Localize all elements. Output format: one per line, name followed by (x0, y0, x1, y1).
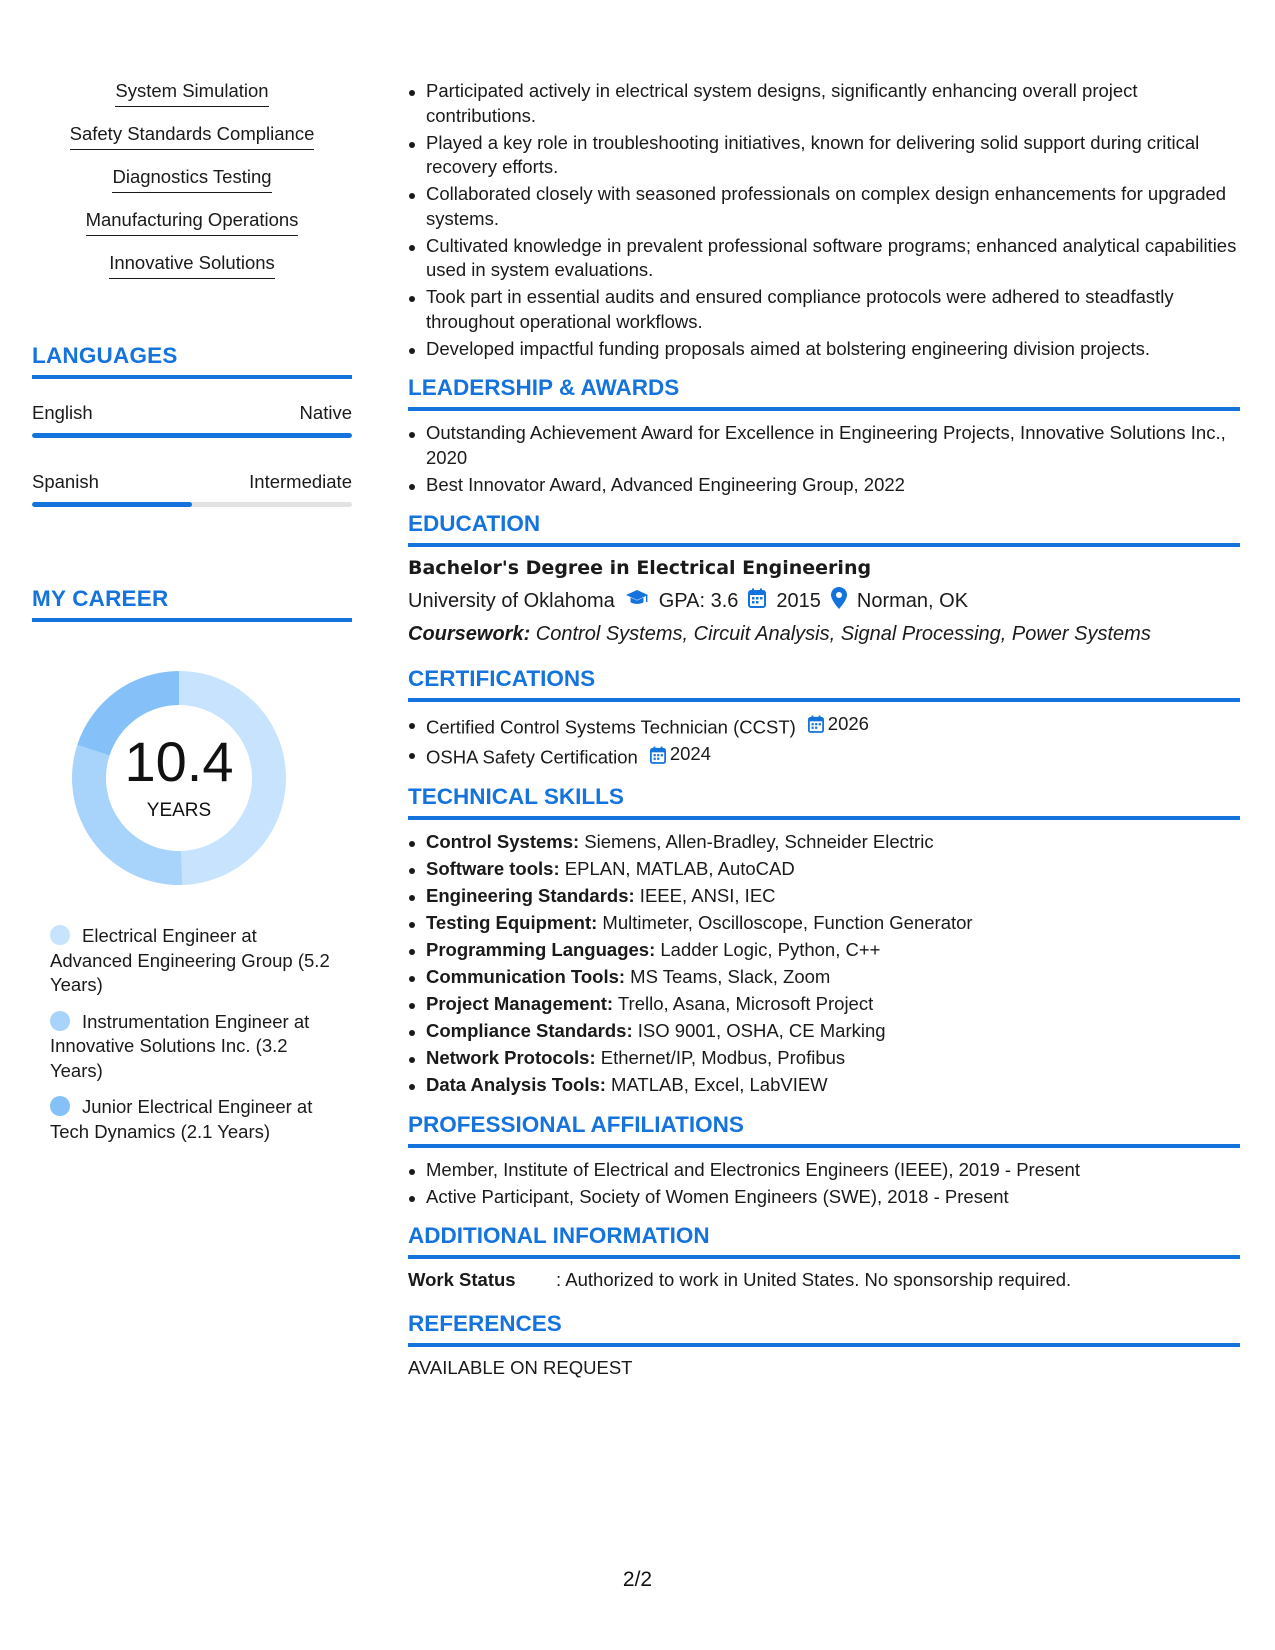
technical-skill-item (408, 884, 1240, 909)
technical-skill-value: IEEE, ANSI, IEC (634, 885, 776, 906)
technical-skill-label: Engineering Standards: (426, 885, 635, 906)
additional-info-value: : Authorized to work in United States. No sponsorship required. (556, 1269, 1072, 1290)
certifications-list (408, 712, 1240, 770)
additional-info-key: Work Status (408, 1269, 516, 1290)
experience-bullet: Collaborated closely with seasoned professionals on complex design enhancements for upgraded systems. (408, 182, 1240, 231)
education-year: 2015 (776, 589, 821, 612)
legend-dot-icon (50, 1011, 70, 1031)
technical-skill-label: Testing Equipment: (426, 912, 598, 933)
skill-label: Safety Standards Compliance (70, 123, 315, 150)
career-legend-text: Electrical Engineer at Advanced Engineering Group (5.2 Years) (50, 925, 330, 995)
location-pin-icon (831, 587, 847, 615)
education-title: EDUCATION (408, 511, 1240, 547)
technical-skill-value: Multimeter, Oscilloscope, Function Generator (597, 912, 973, 933)
education-degree: Bachelor's Degree in Electrical Engineering (408, 557, 872, 579)
technical-skill-item (408, 1046, 1240, 1071)
certification-year: 2024 (669, 743, 711, 765)
skill-item (32, 252, 352, 279)
experience-bullet: Developed impactful funding proposals aimed at bolstering engineering division projects. (408, 337, 1240, 362)
graduation-cap-icon (625, 589, 649, 613)
leadership-item: Best Innovator Award, Advanced Engineering Group, 2022 (408, 473, 1240, 498)
language-level: Native (299, 402, 352, 423)
affiliations-list (408, 1158, 1240, 1210)
calendar-icon (748, 588, 766, 614)
additional-info-row (408, 1269, 1240, 1291)
education-details (408, 587, 1240, 615)
page-number: 2/2 (622, 1568, 653, 1591)
technical-skill-item (408, 1073, 1240, 1098)
technical-skill-item (408, 992, 1240, 1017)
skills-list (32, 80, 352, 295)
affiliation-item: Member, Institute of Electrical and Electronics Engineers (IEEE), 2019 - Present (408, 1158, 1240, 1183)
certification-year: 2026 (827, 713, 869, 734)
technical-skills-title: TECHNICAL SKILLS (408, 784, 1240, 820)
skill-item (32, 123, 352, 150)
experience-bullet: Participated actively in electrical system designs, significantly enhancing overall project contributions. (408, 79, 1240, 128)
career-legend-item (50, 924, 330, 998)
certification-name: OSHA Safety Certification (426, 746, 638, 768)
legend-dot-icon (50, 1096, 70, 1116)
references-text: AVAILABLE ON REQUEST (408, 1357, 633, 1378)
certifications-title: CERTIFICATIONS (408, 666, 1240, 702)
education-location: Norman, OK (856, 589, 969, 612)
experience-bullet: Took part in essential audits and ensured compliance protocols were adhered to steadfastly throughout operational workflows. (408, 285, 1240, 334)
skill-label: System Simulation (115, 80, 268, 107)
technical-skill-item (408, 830, 1240, 855)
language-bar (32, 502, 352, 507)
leadership-item: Outstanding Achievement Award for Excellence in Engineering Projects, Innovative Solutions Inc., 2020 (408, 421, 1240, 470)
skill-label: Manufacturing Operations (86, 209, 299, 236)
technical-skill-label: Data Analysis Tools: (426, 1074, 606, 1095)
skill-item (32, 209, 352, 236)
technical-skill-item (408, 911, 1240, 936)
technical-skills-list (408, 830, 1240, 1098)
technical-skill-item (408, 965, 1240, 990)
certification-name: Certified Control Systems Technician (CCST) (426, 716, 796, 738)
leadership-list (408, 421, 1240, 497)
technical-skill-label: Programming Languages: (426, 939, 656, 960)
experience-bullets (408, 79, 1240, 361)
technical-skill-value: Ladder Logic, Python, C++ (655, 939, 881, 960)
career-unit: YEARS (146, 800, 212, 821)
languages-section (32, 343, 352, 379)
affiliations-title: PROFESSIONAL AFFILIATIONS (408, 1112, 1240, 1148)
coursework-value: Control Systems, Circuit Analysis, Signal Processing, Power Systems (530, 623, 1151, 645)
calendar-icon (808, 715, 824, 733)
main-column (408, 79, 1240, 1379)
skill-item (32, 166, 352, 193)
career-legend (50, 924, 330, 1156)
language-level: Intermediate (249, 471, 352, 492)
technical-skill-label: Communication Tools: (426, 966, 626, 987)
career-donut (66, 665, 292, 891)
language-item (32, 402, 352, 438)
technical-skill-value: Ethernet/IP, Modbus, Profibus (595, 1047, 846, 1068)
language-item (32, 471, 352, 507)
education-gpa: GPA: 3.6 (658, 589, 739, 612)
experience-bullet: Played a key role in troubleshooting initiatives, known for delivering solid support during critical recovery efforts. (408, 131, 1240, 180)
education-school: University of Oklahoma (408, 589, 615, 612)
technical-skill-label: Software tools: (426, 858, 560, 879)
career-legend-item (50, 1010, 330, 1084)
certification-date (796, 712, 869, 737)
language-row (32, 402, 352, 424)
skill-item (32, 80, 352, 107)
education-coursework (408, 623, 1240, 646)
additional-info-title: ADDITIONAL INFORMATION (408, 1223, 1240, 1259)
language-row (32, 471, 352, 493)
technical-skill-label: Project Management: (426, 993, 614, 1014)
leadership-title: LEADERSHIP & AWARDS (408, 375, 1240, 411)
language-name: English (32, 402, 93, 423)
language-bar-fill (32, 502, 192, 507)
technical-skill-label: Compliance Standards: (426, 1020, 633, 1041)
experience-bullet: Cultivated knowledge in prevalent professional software programs; enhanced analytical capabilities used in system evaluations. (408, 234, 1240, 283)
technical-skill-value: Trello, Asana, Microsoft Project (613, 993, 874, 1014)
languages-title: LANGUAGES (32, 343, 352, 379)
technical-skill-item (408, 938, 1240, 963)
references-title: REFERENCES (408, 1311, 1240, 1347)
language-name: Spanish (32, 471, 99, 492)
technical-skill-value: ISO 9001, OSHA, CE Marking (632, 1020, 886, 1041)
career-section (32, 586, 352, 622)
language-bar-fill (32, 433, 352, 438)
career-donut-center (66, 665, 292, 891)
skill-label: Innovative Solutions (109, 252, 275, 279)
certification-item (408, 712, 1240, 740)
technical-skill-item (408, 857, 1240, 882)
calendar-icon (650, 746, 666, 764)
technical-skill-value: Siemens, Allen-Bradley, Schneider Electric (579, 831, 934, 852)
technical-skill-value: MATLAB, Excel, LabVIEW (605, 1074, 828, 1095)
legend-dot-icon (50, 925, 70, 945)
career-legend-item (50, 1095, 330, 1144)
coursework-label: Coursework: (408, 623, 531, 645)
career-total: 10.4 (124, 730, 234, 793)
certification-date (638, 742, 711, 767)
technical-skill-label: Control Systems: (426, 831, 580, 852)
technical-skill-item (408, 1019, 1240, 1044)
career-legend-text: Instrumentation Engineer at Innovative Solutions Inc. (3.2 Years) (50, 1010, 310, 1081)
affiliation-item: Active Participant, Society of Women Engineers (SWE), 2018 - Present (408, 1185, 1240, 1210)
career-legend-text: Junior Electrical Engineer at Tech Dynamics (2.1 Years) (50, 1096, 313, 1142)
technical-skill-label: Network Protocols: (426, 1047, 596, 1068)
language-bar (32, 433, 352, 438)
career-title: MY CAREER (32, 586, 352, 622)
certification-item (408, 742, 1240, 770)
technical-skill-value: MS Teams, Slack, Zoom (625, 966, 831, 987)
technical-skill-value: EPLAN, MATLAB, AutoCAD (559, 858, 795, 879)
skill-label: Diagnostics Testing (112, 166, 271, 193)
